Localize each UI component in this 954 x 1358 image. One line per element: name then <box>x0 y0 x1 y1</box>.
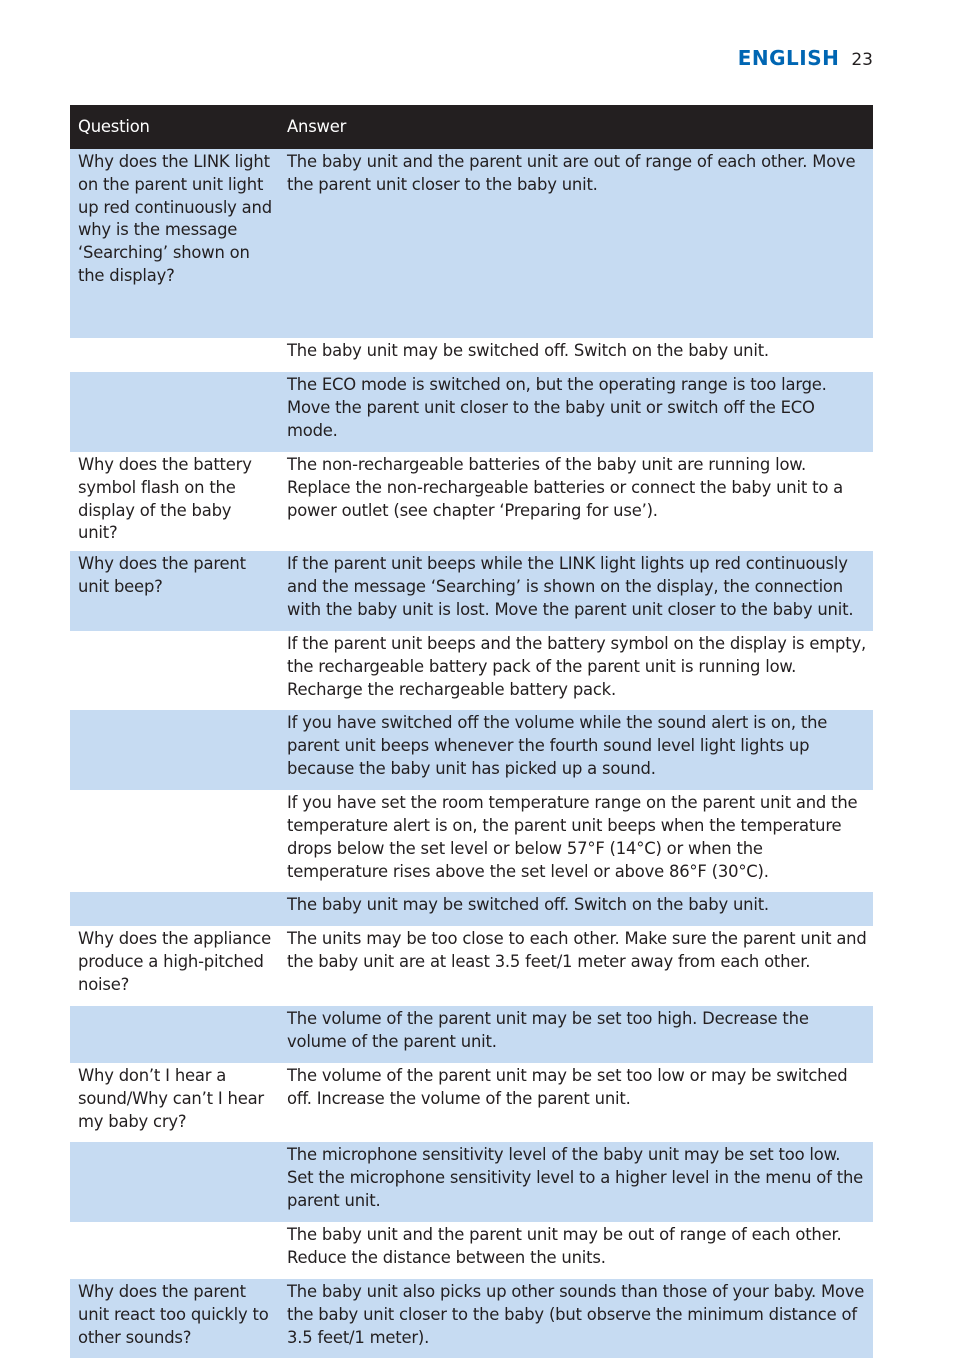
table-row <box>70 892 873 926</box>
answer-cell: If the parent unit beeps and the battery symbol on the display is empty, the rechargeable battery pack of the parent unit is running low. Recharge the rechargeable battery pack. <box>279 631 873 710</box>
answer-cell: The baby unit may be switched off. Switch on the baby unit. <box>279 892 873 926</box>
answer-cell: If you have set the room temperature range on the parent unit and the temperature alert is on, the parent unit beeps when the temperature drops below the set level or below 57°F (14°C) or when the temperature rises above the set level or above 86°F (30°C). <box>279 790 873 892</box>
answer-cell: The microphone sensitivity level of the baby unit may be set too low. Set the microphone sensitivity level to a higher level in the menu of the parent unit. <box>279 1142 873 1222</box>
page-number: 23 <box>851 50 873 70</box>
answer-cell: The units may be too close to each other. Make sure the parent unit and the baby unit are at least 3.5 feet/1 meter away from each other. <box>279 926 873 1006</box>
table-row <box>70 452 873 551</box>
question-cell <box>70 1222 279 1279</box>
question-cell <box>70 338 279 372</box>
table-row <box>70 1279 873 1358</box>
question-cell <box>70 710 279 790</box>
answer-cell: The baby unit and the parent unit are out of range of each other. Move the parent unit closer to the baby unit. <box>279 149 873 338</box>
table-row <box>70 1222 873 1279</box>
answer-cell: The non-rechargeable batteries of the baby unit are running low. Replace the non-rechargeable batteries or connect the baby unit to a power outlet (see chapter ‘Preparing for use’). <box>279 452 873 551</box>
troubleshooting-table <box>70 105 873 1358</box>
answer-cell: If you have switched off the volume while the sound alert is on, the parent unit beeps whenever the fourth sound level light lights up because the baby unit has picked up a sound. <box>279 710 873 790</box>
answer-cell: The volume of the parent unit may be set too low or may be switched off. Increase the volume of the parent unit. <box>279 1063 873 1142</box>
table-row <box>70 372 873 452</box>
table-row <box>70 1063 873 1142</box>
question-cell <box>70 892 279 926</box>
table-row <box>70 149 873 338</box>
question-cell <box>70 1006 279 1063</box>
answer-cell: The volume of the parent unit may be set too high. Decrease the volume of the parent unit. <box>279 1006 873 1063</box>
table-row <box>70 790 873 892</box>
answer-cell: The baby unit and the parent unit may be out of range of each other. Reduce the distance between the units. <box>279 1222 873 1279</box>
question-cell: Why does the battery symbol flash on the display of the baby unit? <box>70 452 279 551</box>
table-row <box>70 551 873 631</box>
question-cell <box>70 1142 279 1222</box>
question-cell: Why does the parent unit beep? <box>70 551 279 631</box>
table-row <box>70 338 873 372</box>
column-header-question: Question <box>70 105 279 149</box>
column-header-answer: Answer <box>279 105 873 149</box>
language-label: ENGLISH <box>737 46 840 70</box>
question-cell <box>70 790 279 892</box>
question-cell <box>70 372 279 452</box>
table-row <box>70 710 873 790</box>
table-row <box>70 1142 873 1222</box>
answer-cell: The baby unit also picks up other sounds than those of your baby. Move the baby unit closer to the baby (but observe the minimum distance of 3.5 feet/1 meter). <box>279 1279 873 1358</box>
question-cell: Why don’t I hear a sound/Why can’t I hear my baby cry? <box>70 1063 279 1142</box>
page-header <box>738 46 873 70</box>
answer-cell: If the parent unit beeps while the LINK light lights up red continuously and the message ‘Searching’ is shown on the display, the connection with the baby unit is lost. Move the parent unit closer to the baby unit. <box>279 551 873 631</box>
question-cell: Why does the appliance produce a high-pitched noise? <box>70 926 279 1006</box>
question-cell: Why does the parent unit react too quickly to other sounds? <box>70 1279 279 1358</box>
answer-cell: The ECO mode is switched on, but the operating range is too large. Move the parent unit closer to the baby unit or switch off the ECO mode. <box>279 372 873 452</box>
question-cell <box>70 631 279 710</box>
table-row <box>70 1006 873 1063</box>
table-header-row <box>70 105 873 149</box>
table-row <box>70 926 873 1006</box>
table-row <box>70 631 873 710</box>
question-cell: Why does the LINK light on the parent unit light up red continuously and why is the message ‘Searching’ shown on the display? <box>70 149 279 338</box>
answer-cell: The baby unit may be switched off. Switch on the baby unit. <box>279 338 873 372</box>
